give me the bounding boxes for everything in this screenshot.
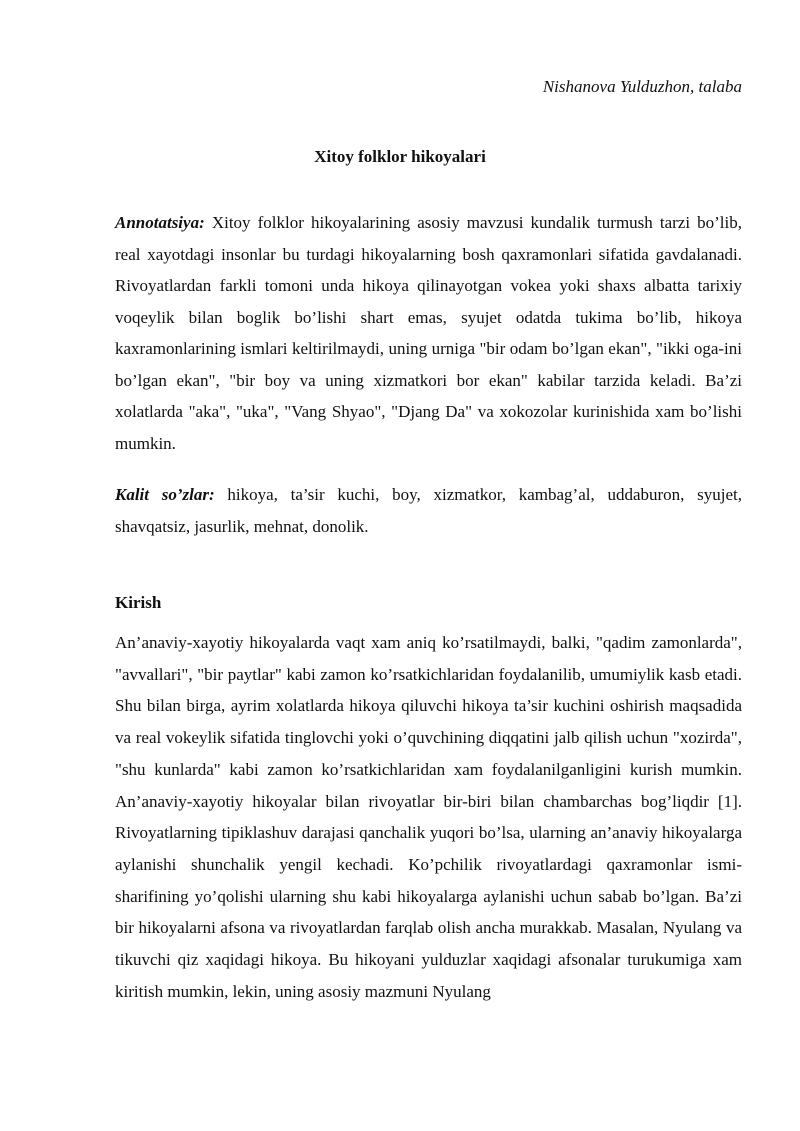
keywords-text: hikoya, ta’sir kuchi, boy, xizmatkor, kambag’al, uddaburon, syujet, shavqatsiz, jasurlik, mehnat, donolik.	[115, 485, 742, 536]
keywords-paragraph	[115, 479, 742, 542]
annotation-text: Xitoy folklor hikoyalarining asosiy mavzusi kundalik turmush tarzi bo’lib, real xayotdagi insonlar bu turdagi hikoyalarning bosh qaxramonlari sifatida gavdalanadi. Rivoyatlardan farkli tomoni unda hikoya qilinayotgan vokea yoki shaxs albatta tarixiy voqeylik bilan boglik bo’lishi shart emas, syujet odatda tukima bo’lib, hikoya kaxramonlarining ismlari keltirilmaydi, uning urniga "bir odam bo’lgan ekan", "ikki oga-ini bo’lgan ekan", "bir boy va uning xizmatkori bor ekan" kabilar tarzida keladi. Ba’zi xolatlarda "aka", "uka", "Vang Shyao", "Djang Da" va xokozolar kurinishida xam bo’lishi mumkin.	[115, 213, 742, 453]
keywords-label: Kalit so’zlar:	[115, 485, 215, 504]
section-heading-kirish: Kirish	[115, 593, 162, 612]
annotation-label: Annotatsiya:	[115, 213, 205, 232]
paper-title: Xitoy folklor hikoyalari	[314, 147, 486, 166]
annotation-paragraph	[115, 207, 742, 459]
author-line: Nishanova Yulduzhon, talaba	[542, 77, 742, 96]
intro-paragraph: An’anaviy-xayotiy hikoyalarda vaqt xam aniq ko’rsatilmaydi, balki, "qadim zamonlarda", "avvallari", "bir paytlar" kabi zamon ko’rsatkichlaridan foydalanilib, umumiylik kasb etadi. Shu bilan birga, ayrim xolatlarda hikoya qiluvchi hikoya ta’sir kuchini oshirish maqsadida va real vokeylik sifatida tinglovchi yoki o’quvchining diqqatini jalb qilish uchun "xozirda", "shu kunlarda" kabi zamon ko’rsatkichlaridan xam foydalanilganligini kurish mumkin. An’anaviy-xayotiy hikoyalar bilan rivoyatlar bir-biri bilan chambarchas bog’liqdir [1]. Rivoyatlarning tipiklashuv darajasi qanchalik yuqori bo’lsa, ularning an’anaviy hikoyalarga aylanishi shunchalik yengil kechadi. Ko’pchilik rivoyatlardagi qaxramonlar ismi-sharifining yo’qolishi ularning shu kabi hikoyalarga aylanishi uchun sabab bo’lgan. Ba’zi bir hikoyalarni afsona va rivoyatlardan farqlab olish ancha murakkab. Masalan, Nyulang va tikuvchi qiz xaqidagi hikoya. Bu hikoyani yulduzlar xaqidagi afsonalar turukumiga xam kiritish mumkin, lekin, uning asosiy mazmuni Nyulang	[115, 633, 742, 1001]
